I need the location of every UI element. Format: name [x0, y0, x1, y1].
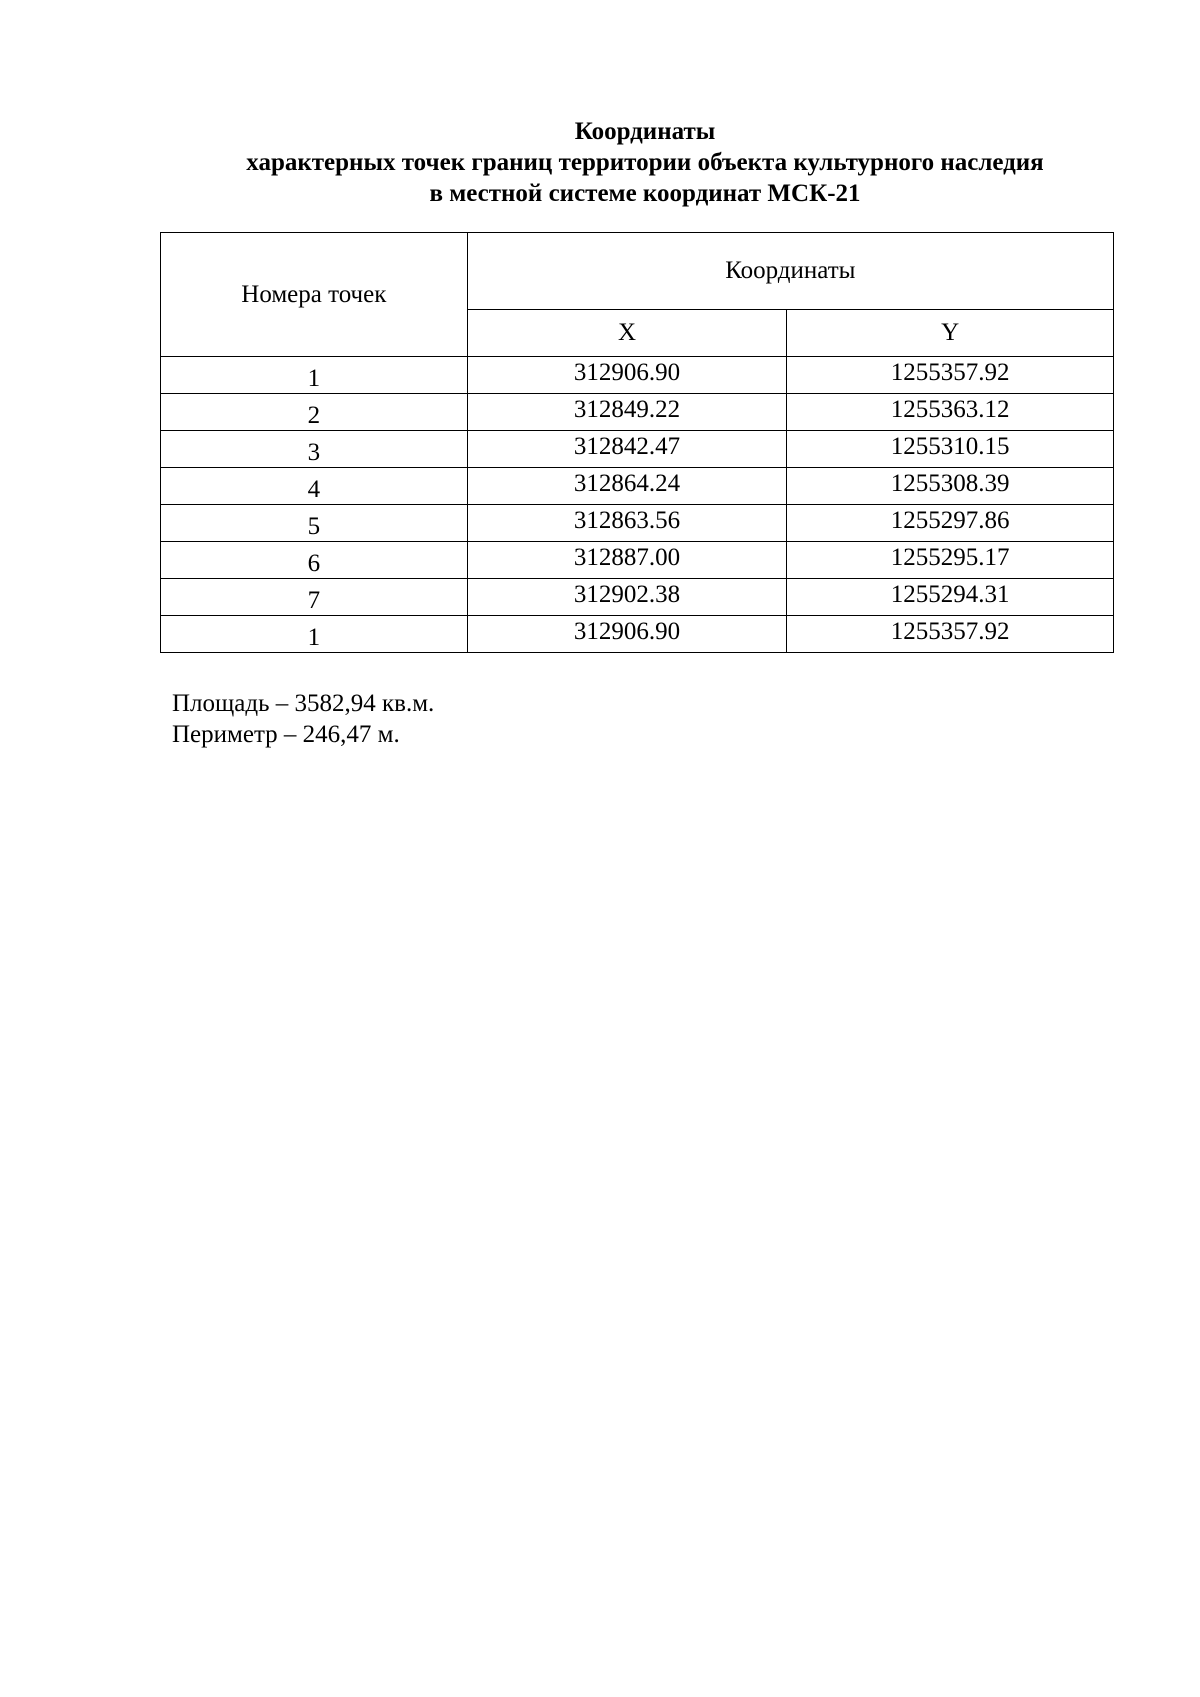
title-line-1: Координаты [574, 118, 716, 145]
table-row [161, 542, 1114, 579]
y-coordinate-cell: 1255357.92 [787, 357, 1114, 394]
x-coordinate-cell: 312863.56 [467, 505, 787, 542]
table-row [161, 468, 1114, 505]
summary-block [172, 688, 434, 750]
title-line-3: в местной системе координат МСК-21 [429, 180, 861, 207]
y-coordinate-cell: 1255308.39 [787, 468, 1114, 505]
x-coordinate-cell: 312887.00 [467, 542, 787, 579]
point-number-cell: 2 [161, 394, 468, 431]
table-body [161, 357, 1114, 653]
title-line-2: характерных точек границ территории объекта культурного наследия [246, 149, 1044, 176]
header-y: Y [787, 310, 1114, 357]
x-coordinate-cell: 312902.38 [467, 579, 787, 616]
x-coordinate-cell: 312906.90 [467, 616, 787, 653]
y-coordinate-cell: 1255357.92 [787, 616, 1114, 653]
point-number-cell: 5 [161, 505, 468, 542]
header-point-numbers: Номера точек [161, 233, 468, 357]
table-row [161, 579, 1114, 616]
x-coordinate-cell: 312849.22 [467, 394, 787, 431]
document-title [0, 116, 1200, 209]
y-coordinate-cell: 1255294.31 [787, 579, 1114, 616]
header-x: X [467, 310, 787, 357]
table-row [161, 357, 1114, 394]
y-coordinate-cell: 1255363.12 [787, 394, 1114, 431]
header-coordinates: Координаты [467, 233, 1113, 310]
table-row [161, 616, 1114, 653]
point-number-cell: 1 [161, 357, 468, 394]
area-text: Площадь – 3582,94 кв.м. [172, 690, 435, 717]
x-coordinate-cell: 312864.24 [467, 468, 787, 505]
x-coordinate-cell: 312842.47 [467, 431, 787, 468]
x-coordinate-cell: 312906.90 [467, 357, 787, 394]
table-row [161, 505, 1114, 542]
point-number-cell: 7 [161, 579, 468, 616]
perimeter-text: Периметр – 246,47 м. [172, 721, 400, 748]
y-coordinate-cell: 1255297.86 [787, 505, 1114, 542]
coordinates-table [160, 232, 1114, 653]
y-coordinate-cell: 1255310.15 [787, 431, 1114, 468]
point-number-cell: 4 [161, 468, 468, 505]
point-number-cell: 3 [161, 431, 468, 468]
table-row [161, 431, 1114, 468]
table-header-row [161, 233, 1114, 310]
point-number-cell: 6 [161, 542, 468, 579]
y-coordinate-cell: 1255295.17 [787, 542, 1114, 579]
table-row [161, 394, 1114, 431]
point-number-cell: 1 [161, 616, 468, 653]
